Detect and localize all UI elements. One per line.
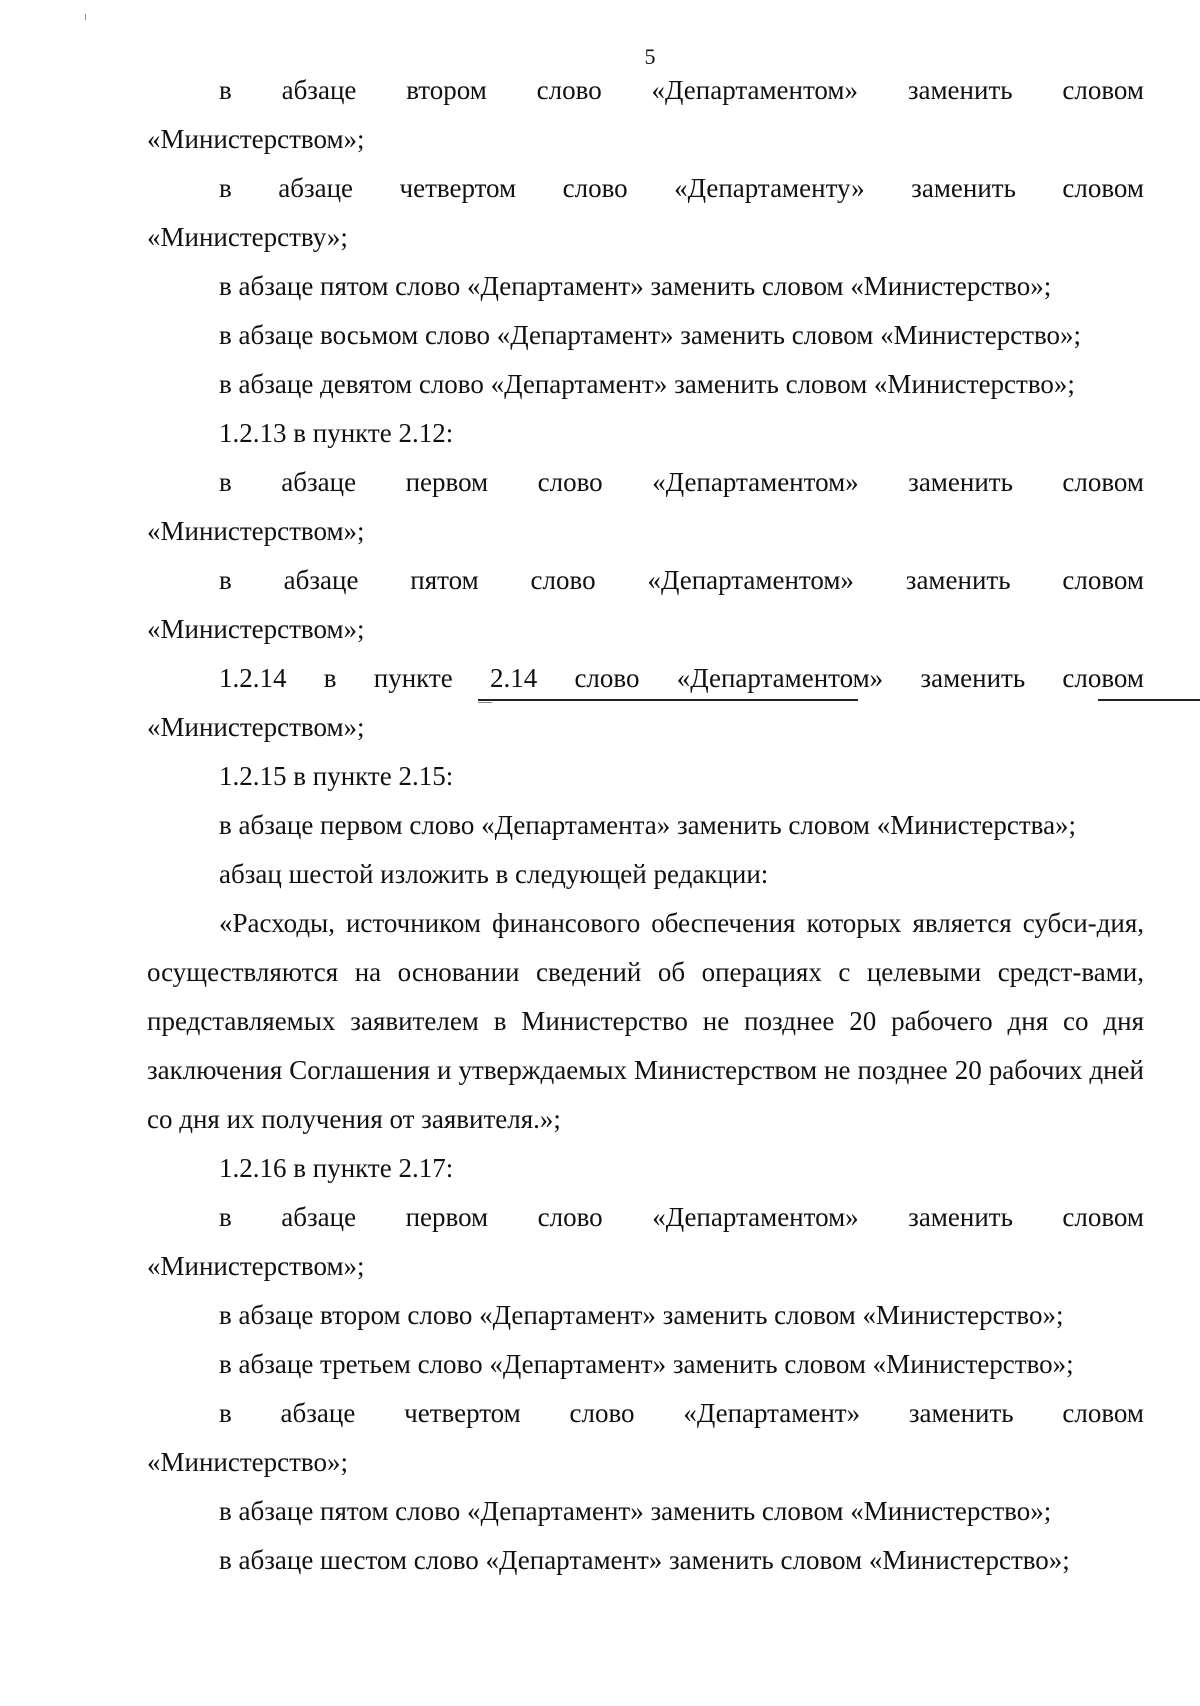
page-number: 5 — [644, 44, 656, 69]
paragraph-1-line-2: «Министерством»; — [147, 124, 365, 154]
paragraph-10: 1.2.15 в пункте 2.15: — [219, 761, 454, 791]
paragraph-1-line-1: в абзаце втором слово «Департаментом» заменить словом — [219, 75, 1144, 105]
paragraph-15-line-1: в абзаце первом слово «Департаментом» заменить словом — [219, 1202, 1144, 1232]
paragraph-15-line-2: «Министерством»; — [147, 1251, 365, 1281]
paragraph-16: в абзаце втором слово «Департамент» заменить словом «Министерство»; — [219, 1300, 1064, 1330]
paragraph-11: в абзаце первом слово «Департамента» заменить словом «Министерства»; — [219, 810, 1077, 840]
paragraph-18-line-2: «Министерство»; — [147, 1447, 348, 1477]
paragraph-6: 1.2.13 в пункте 2.12: — [219, 418, 454, 448]
paragraph-12: абзац шестой изложить в следующей редакции: — [219, 859, 769, 889]
underline-rule — [478, 699, 858, 701]
paragraph-7-line-2: «Министерством»; — [147, 516, 365, 546]
paragraph-18-line-1: в абзаце четвертом слово «Департамент» заменить словом — [219, 1398, 1144, 1428]
paragraph-19: в абзаце пятом слово «Департамент» заменить словом «Министерство»; — [219, 1496, 1052, 1526]
paragraph-17: в абзаце третьем слово «Департамент» заменить словом «Министерство»; — [219, 1349, 1074, 1379]
paragraph-2-line-2: «Министерству»; — [147, 222, 348, 252]
paragraph-8-line-1: в абзаце пятом слово «Департаментом» заменить словом — [219, 565, 1144, 595]
paragraph-5: в абзаце девятом слово «Департамент» заменить словом «Министерство»; — [219, 369, 1075, 399]
paragraph-2-line-1: в абзаце четвертом слово «Департаменту» заменить словом — [219, 173, 1144, 203]
paragraph-7-line-1: в абзаце первом слово «Департаментом» заменить словом — [219, 467, 1144, 497]
document-body — [147, 66, 1144, 1585]
paragraph-9-line-1: 1.2.14 в пункте 2.14 слово «Департаментом» заменить словом — [219, 663, 1144, 693]
scan-artifact-corner — [85, 14, 86, 20]
paragraph-9-line-2: «Министерством»; — [147, 712, 365, 742]
paragraph-4: в абзаце восьмом слово «Департамент» заменить словом «Министерство»; — [219, 320, 1082, 350]
paragraph-3: в абзаце пятом слово «Департамент» заменить словом «Министерство»; — [219, 271, 1052, 301]
paragraph-13-quote: «Расходы, источником финансового обеспечения которых является субси-дия, осуществляются на основании сведений об операциях с целевыми средст-вами, представляемых заявителем в Министерство не позднее 20 рабочего дня со дня заключения Соглашения и утверждаемых Министерством не позднее 20 рабочих дней со дня их получения от заявителя.»; — [147, 908, 1144, 1134]
underline-rule-margin — [1098, 699, 1200, 701]
scan-artifact — [478, 702, 492, 703]
paragraph-20: в абзаце шестом слово «Департамент» заменить словом «Министерство»; — [219, 1545, 1070, 1575]
paragraph-8-line-2: «Министерством»; — [147, 614, 365, 644]
paragraph-14: 1.2.16 в пункте 2.17: — [219, 1153, 454, 1183]
